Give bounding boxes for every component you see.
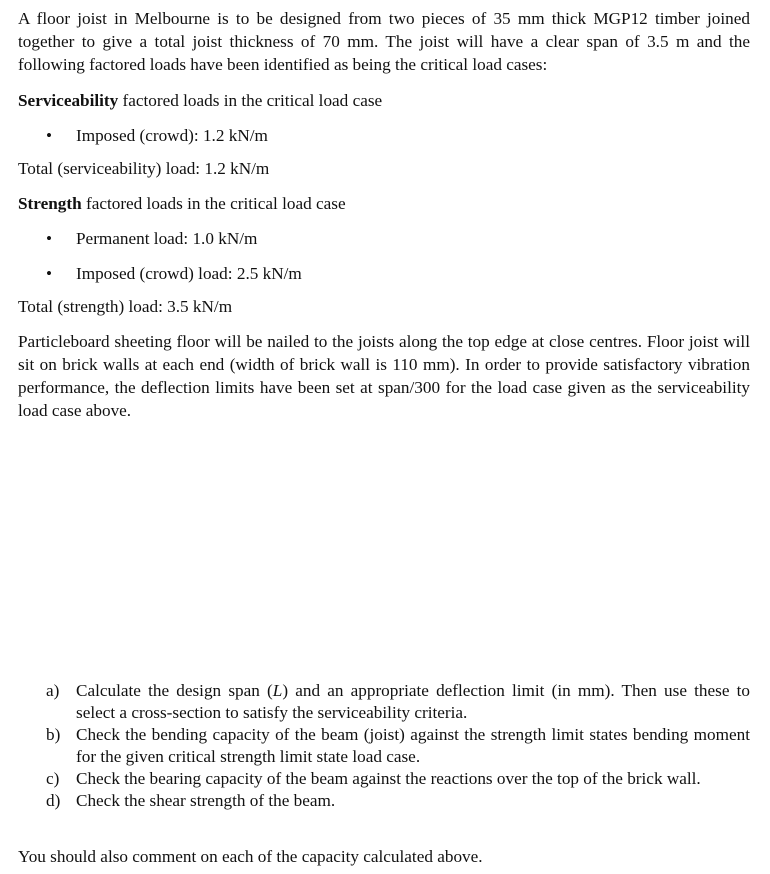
question-a <box>46 680 750 724</box>
bullet-icon: • <box>46 126 53 145</box>
strength-heading <box>18 192 750 215</box>
question-list <box>46 680 750 812</box>
intro-paragraph: A floor joist in Melbourne is to be designed from two pieces of 35 mm thick MGP12 timber joined together to give a total joist thickness of 70 mm. The joist will have a clear span of 3.5 m and the following factored loads have been identified as being the critical load cases: <box>18 9 750 74</box>
list-item <box>46 262 726 285</box>
question-letter: b) <box>46 725 61 744</box>
strength-heading-rest: factored loads in the critical load case <box>81 194 346 213</box>
question-d <box>46 790 750 812</box>
question-b <box>46 724 750 768</box>
serviceability-heading-bold: Serviceability <box>18 91 119 110</box>
question-letter: a) <box>46 681 60 700</box>
question-text: Check the bending capacity of the beam (joist) against the strength limit states bending moment for the given critical strength limit state load case. <box>76 725 750 766</box>
question-text: Check the shear strength of the beam. <box>76 791 336 810</box>
serviceability-item: Imposed (crowd): 1.2 kN/m <box>76 126 268 145</box>
question-text: ) and an appropriate deflection limit (in mm). Then use these to select a cross-section to satisfy the serviceability criteria. <box>76 681 750 722</box>
question-text: Check the bearing capacity of the beam against the reactions over the top of the brick wall. <box>76 769 701 788</box>
question-c <box>46 768 750 790</box>
strength-total: Total (strength) load: 3.5 kN/m <box>18 297 233 316</box>
closing-sentence: You should also comment on each of the capacity calculated above. <box>18 847 483 866</box>
bullet-icon: • <box>46 229 53 248</box>
serviceability-heading-rest: factored loads in the critical load case <box>118 91 383 110</box>
question-text: Calculate the design span ( <box>76 681 273 700</box>
question-letter: c) <box>46 769 60 788</box>
strength-item: Permanent load: 1.0 kN/m <box>76 229 258 248</box>
bullet-icon: • <box>46 264 53 283</box>
list-item <box>46 124 726 147</box>
strength-item: Imposed (crowd) load: 2.5 kN/m <box>76 264 302 283</box>
list-item <box>46 227 726 250</box>
question-letter: d) <box>46 791 61 810</box>
description-paragraph: Particleboard sheeting floor will be nailed to the joists along the top edge at close centres. Floor joist will sit on brick walls at each end (width of brick wall is 110 mm). In order to provide satisfactory vibration performance, the deflection limits have been set at span/300 for the load case given as the serviceability load case above. <box>18 332 750 420</box>
serviceability-heading <box>18 89 750 112</box>
question-italic: L <box>272 681 283 700</box>
serviceability-total: Total (serviceability) load: 1.2 kN/m <box>18 159 270 178</box>
strength-heading-bold: Strength <box>18 194 82 213</box>
